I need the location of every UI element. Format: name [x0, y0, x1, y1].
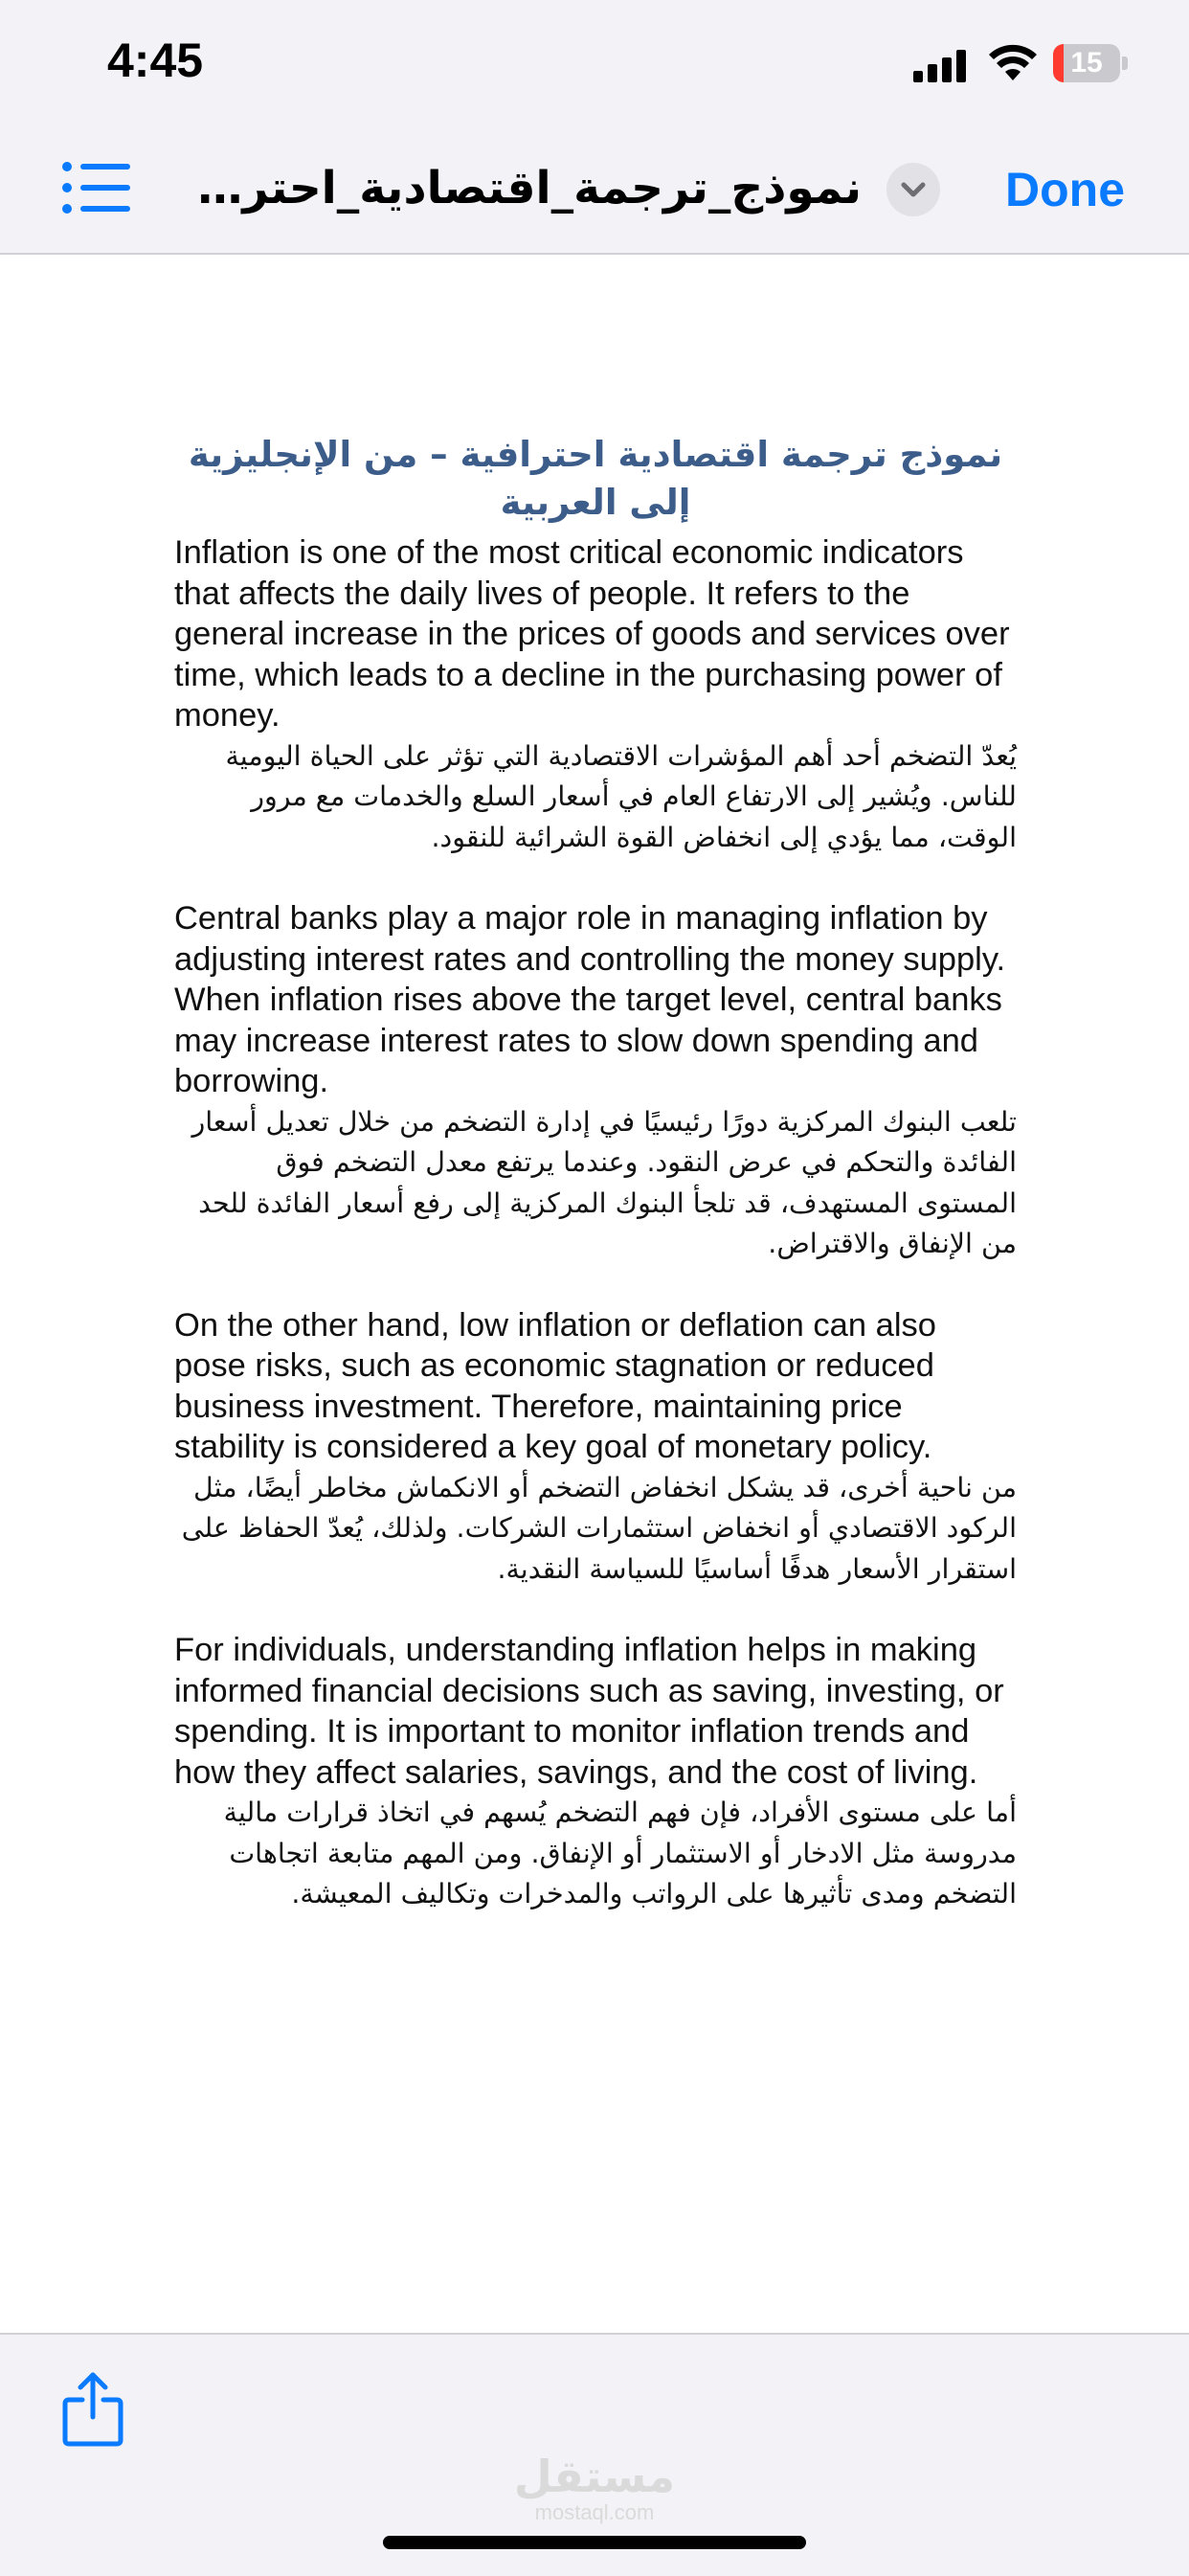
status-time: 4:45: [107, 34, 204, 87]
paragraph-arabic: تلعب البنوك المركزية دورًا رئيسيًا في إدارة التضخم من خلال تعديل أسعار الفائدة والتحكم في عرض النقود. وعندما يرتفع معدل التضخم فوق المستوى المستهدف، قد تلجأ البنوك المركزية إلى رفع أسعار الفائدة للحد من الإنفاق والاقتراض.: [191, 1105, 1017, 1259]
document-heading: نموذج ترجمة اقتصادية احترافية – من الإنجليزية إلى العربية: [188, 434, 1003, 523]
watermark-url: mostaql.com: [534, 2500, 655, 2524]
paragraph: [174, 1305, 1017, 1591]
document-title[interactable]: نموذج_ترجمة_اقتصادية_احتر…: [197, 162, 862, 215]
battery-icon: [1053, 44, 1128, 82]
paragraph-arabic: أما على مستوى الأفراد، فإن فهم التضخم يُسهم في اتخاذ قرارات مالية مدروسة مثل الادخار أو الاستثمار أو الإنفاق. ومن المهم متابعة اتجاهات التضخم ومدى تأثيرها على الرواتب والمدخرات وتكاليف المعيشة.: [223, 1796, 1017, 1909]
paragraph-english: Inflation is one of the most critical economic indicators that affects the daily lives of people. It refers to the general increase in the prices of goods and services over time, which leads to a decline in the purchasing power of money.: [174, 534, 1010, 734]
battery-level: 15: [1070, 47, 1103, 79]
paragraph-arabic: يُعدّ التضخم أحد أهم المؤشرات الاقتصادية التي تؤثر على الحياة اليومية للناس. ويُشير إلى الارتفاع العام في أسعار السلع والخدمات مع مرور الوقت، مما يؤدي إلى انخفاض القوة الشرائية للنقود.: [225, 739, 1017, 853]
paragraph: [174, 1630, 1017, 1915]
document-content: [174, 431, 1017, 1955]
share-icon[interactable]: [59, 2371, 126, 2448]
list-icon[interactable]: [61, 159, 132, 216]
top-bar: [0, 0, 1189, 255]
chevron-down-icon: [886, 163, 940, 216]
home-indicator: [383, 2536, 806, 2549]
done-button[interactable]: Done: [1005, 163, 1125, 216]
watermark-logo: مستقل: [513, 2451, 676, 2502]
paragraph: [174, 532, 1017, 858]
wifi-icon: [988, 42, 1038, 80]
paragraph: [174, 898, 1017, 1265]
title-menu-button[interactable]: [886, 163, 940, 216]
signal-icon: [913, 50, 967, 82]
paragraph-english: For individuals, understanding inflation helps in making informed financial decisions such as saving, investing, or spending. It is important to monitor inflation trends and how they affect salaries, savings, and the cost of living.: [174, 1632, 1004, 1791]
paragraph-english: Central banks play a major role in managing inflation by adjusting interest rates and controlling the money supply. When inflation rises above the target level, central banks may increase interest rates to slow down spending and borrowing.: [174, 900, 1006, 1099]
paragraph-english: On the other hand, low inflation or deflation can also pose risks, such as economic stagnation or reduced business investment. Therefore, maintaining price stability is considered a key goal of monetary policy.: [174, 1306, 936, 1465]
paragraph-arabic: من ناحية أخرى، قد يشكل انخفاض التضخم أو الانكماش مخاطر أيضًا، مثل الركود الاقتصادي أو انخفاض استثمارات الشركات. ولذلك، يُعدّ الحفاظ على استقرار الأسعار هدفًا أساسيًا للسياسة النقدية.: [181, 1471, 1017, 1585]
watermark: [499, 2452, 690, 2524]
